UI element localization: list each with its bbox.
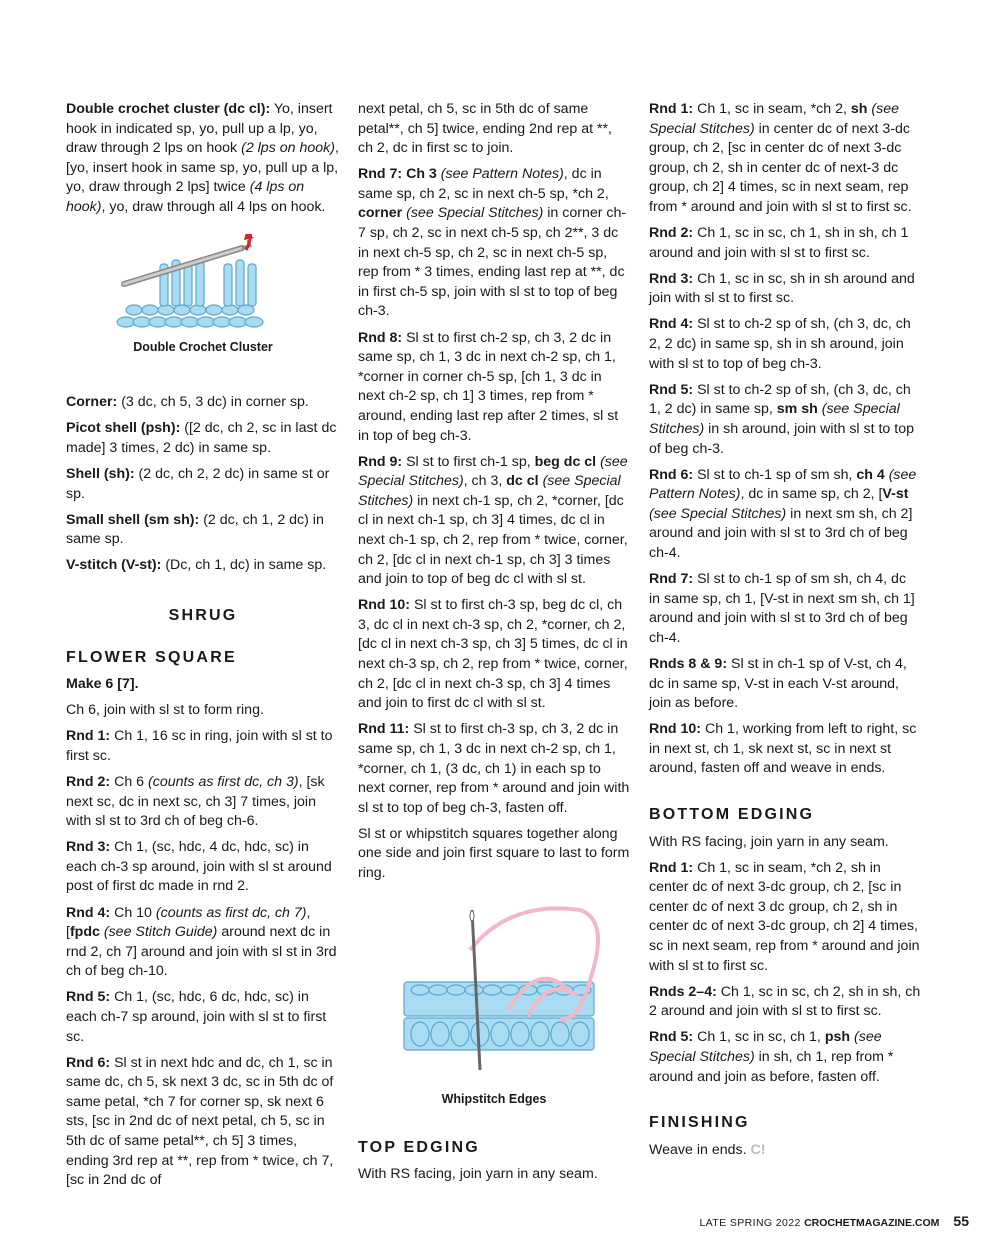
round-6-continued: next petal, ch 5, sc in 5th dc of same petal**, ch 5] twice, ending 2nd rep at **, ch 2, dc in first sc to join.: [358, 101, 612, 157]
heading-finishing: FINISHING: [649, 1114, 750, 1132]
join-instruction: Sl st or whipstitch squares together along one side and join first square to last to form ring.: [358, 825, 630, 881]
whipstitch-caption: Whipstitch Edges: [441, 1092, 547, 1107]
finishing-text: Weave in ends. C!: [649, 1141, 766, 1158]
heading-flower-square: FLOWER SQUARE: [66, 648, 237, 666]
issue-label: LATE SPRING 2022: [699, 1217, 805, 1229]
round-7: Rnd 7: Ch 3 (see Pattern Notes), dc in same sp, ch 2, sc in next ch-5 sp, *ch 2, corner (see Special Stitches) in corner ch-7 sp, ch 2, sc in next ch-5 sp, ch 2**, 3 dc in next ch-5 sp, ch 2, sc in next ch-5 sp, rep from * 3 times, ending last rep at **, dc in first ch-5 sp, join with sl st to top of beg ch-3.: [358, 166, 627, 320]
end-mark-icon: C!: [750, 1141, 766, 1158]
column-3: [649, 100, 921, 1167]
top-round-4: Rnd 4: Sl st to ch-2 sp of sh, (ch 3, dc, ch 2, 2 dc) in same sp, sh in sh around, join with sl st to top of beg ch-3.: [649, 316, 911, 372]
bottom-rounds-2-4: Rnds 2–4: Ch 1, sc in sc, ch 2, sh in sh, ch 2 around and join with sl st to first sc.: [649, 983, 921, 1020]
top-round-3: Rnd 3: Ch 1, sc in sc, sh in sh around and join with sl st to first sc.: [649, 270, 915, 307]
round-2: Rnd 2: Ch 6 (counts as first dc, ch 3), [sk next sc, dc in next sc, ch 3] 7 times, join with sl st to 3rd ch of beg ch-6.: [66, 773, 325, 830]
small-shell-definition: Small shell (sm sh): (2 dc, ch 1, 2 dc) in same sp.: [66, 511, 324, 548]
whipstitch-illustration: [358, 890, 630, 1090]
round-5: Rnd 5: Ch 1, (sc, hdc, 6 dc, hdc, sc) in each ch-7 sp around, join with sl st to first sc.: [66, 989, 327, 1045]
heading-shrug: SHRUG: [168, 606, 238, 624]
round-1: Rnd 1: Ch 1, 16 sc in ring, join with sl st to first sc.: [66, 728, 333, 764]
dc-cluster-illustration: [66, 234, 340, 346]
heading-top-edging: TOP EDGING: [358, 1138, 480, 1156]
round-8: Rnd 8: Sl st to first ch-2 sp, ch 3, 2 dc in same sp, ch 1, 3 dc in next ch-2 sp, ch 1, *corner in corner ch-5 sp, [ch 1, 3 dc in next ch-2 sp, ch 1] 3 times, rep from * around, ending last rep after 2 times, sl st in top of beg ch-3.: [358, 329, 619, 444]
bottom-round-5: Rnd 5: Ch 1, sc in sc, ch 1, psh (see Special Stitches) in sh, ch 1, rep from * around and join as before, fasten off.: [649, 1029, 894, 1085]
top-round-2: Rnd 2: Ch 1, sc in sc, ch 1, sh in sh, ch 1 around and join with sl st to first sc.: [649, 225, 909, 261]
heading-bottom-edging: BOTTOM EDGING: [649, 806, 815, 823]
top-round-6: Rnd 6: Sl st to ch-1 sp of sm sh, ch 4 (see Pattern Notes), dc in same sp, ch 2, [V-st (see Special Stitches) in next sm sh, ch 2] around and join with sl st to 3rd ch of beg ch-4.: [649, 466, 917, 561]
round-3: Rnd 3: Ch 1, (sc, hdc, 4 dc, hdc, sc) in each ch-3 sp around, join with sl st around post of first dc made in rnd 2.: [66, 839, 332, 895]
round-4: Rnd 4: Ch 10 (counts as first dc, ch 7), [fpdc (see Stitch Guide) around next dc in rnd 2, ch 7] around and join with sl st in 3rd ch of beg ch-10.: [66, 904, 337, 980]
round-10: Rnd 10: Sl st to first ch-3 sp, beg dc cl, ch 3, dc cl in next ch-3 sp, ch 2, *corner, ch 2, [dc cl in next ch-3 sp, ch 3] 5 times, dc cl in next ch-3 sp, ch 2, rep from * twice, corner, ch 2, [dc cl in next ch-3 sp, ch 3] 4 times and join to first dc cl with sl st.: [358, 597, 628, 712]
bottom-round-1: Rnd 1: Ch 1, sc in seam, *ch 2, sh in center dc of next 3-dc group, ch 2, [sc in center dc of next 3 dc group, ch 2, sh in center dc of next 3-dc group, ch 2] 4 times, sc in next seam, rep from * around and join with sl st to first sc.: [649, 859, 920, 974]
top-edging-text: With RS facing, join yarn in any seam.: [358, 1166, 598, 1183]
dc-cluster-caption: Double Crochet Cluster: [133, 339, 273, 354]
round-6: Rnd 6: Sl st in next hdc and dc, ch 1, sc in same dc, ch 5, sk next 3 dc, sc in 5th dc of same petal, *ch 7 for corner sp, sk next 6 sts, [sc in 2nd dc of next petal, ch 5, sc in 5th dc of same petal**, ch 5] 3 times, ending 3rd rep at **, rep from * twice, ch 7, [sc in 2nd dc of: [66, 1054, 334, 1189]
whipstitch-figure: [358, 890, 630, 1090]
page-footer: [699, 1213, 969, 1229]
bottom-edging-text: With RS facing, join yarn in any seam.: [649, 833, 889, 850]
column-2: [358, 100, 630, 1191]
top-round-5: Rnd 5: Sl st to ch-2 sp of sh, (ch 3, dc, ch 1, 2 dc) in same sp, sm sh (see Special Stitches) in sh around, join with sl st to top of beg ch-3.: [649, 381, 914, 457]
shell-definition: Shell (sh): (2 dc, ch 2, 2 dc) in same st or sp.: [66, 465, 330, 502]
make-count: Make 6 [7].: [66, 676, 139, 693]
column-1: [66, 100, 340, 1197]
top-rounds-8-9: Rnds 8 & 9: Sl st in ch-1 sp of V-st, ch 4, dc in same sp, V-st in each V-st around, join as before.: [649, 655, 907, 712]
page-number: 55: [953, 1213, 969, 1229]
top-round-7: Rnd 7: Sl st to ch-1 sp of sm sh, ch 4, dc in same sp, ch 1, [V-st in next sm sh, ch 1] around and join with sl st to 3rd ch of beg ch-4.: [649, 571, 915, 646]
magazine-site: CROCHETMAGAZINE.COM: [804, 1217, 940, 1229]
round-9: Rnd 9: Sl st to first ch-1 sp, beg dc cl (see Special Stitches), ch 3, dc cl (see Special Stitches) in next ch-1 sp, ch 2, *corner, [dc cl in next ch-1 sp, ch 3] 4 times, dc cl in next ch-1 sp, ch 2, rep from * twice, corner, ch 2, [dc cl in next ch-1 sp, ch 3] 3 times and join to top of beg dc cl with sl st.: [358, 453, 628, 588]
ch6-instruction: Ch 6, join with sl st to form ring.: [66, 702, 264, 719]
dc-cluster-figure: [66, 234, 340, 346]
picot-shell-definition: Picot shell (psh): ([2 dc, ch 2, sc in last dc made] 3 times, 2 dc) in same sp.: [66, 420, 337, 456]
dc-cluster-definition: Double crochet cluster (dc cl): Yo, insert hook in indicated sp, yo, pull up a lp, yo, draw through 2 lps on hook (2 lps on hook), [yo, insert hook in same sp, yo, pull up a lp, yo, draw through 2 lps] twice (4 lps on hook), yo, draw through all 4 lps on hook.: [66, 101, 339, 215]
corner-definition: Corner: (3 dc, ch 5, 3 dc) in corner sp.: [66, 394, 309, 411]
top-round-1: Rnd 1: Ch 1, sc in seam, *ch 2, sh (see Special Stitches) in center dc of next 3-dc group, ch 2, [sc in center dc of next 3-dc group, ch 2, sh in center dc of next-3 dc group, ch 2] 4 times, sc in next seam, rep from * around and join with sl st to first sc.: [649, 101, 912, 215]
v-stitch-definition: V-stitch (V-st): (Dc, ch 1, dc) in same sp.: [66, 557, 327, 574]
round-11: Rnd 11: Sl st to first ch-3 sp, ch 3, 2 dc in same sp, ch 1, 3 dc in next ch-2 sp, ch 1, *corner, ch 1, (3 dc, ch 1) in each sp to next corner, rep from * around and join with sl st to top of beg ch-3, fasten off.: [358, 721, 630, 816]
top-round-10: Rnd 10: Ch 1, working from left to right, sc in next st, ch 1, sk next st, sc in next st around, fasten off and weave in ends.: [649, 721, 917, 777]
